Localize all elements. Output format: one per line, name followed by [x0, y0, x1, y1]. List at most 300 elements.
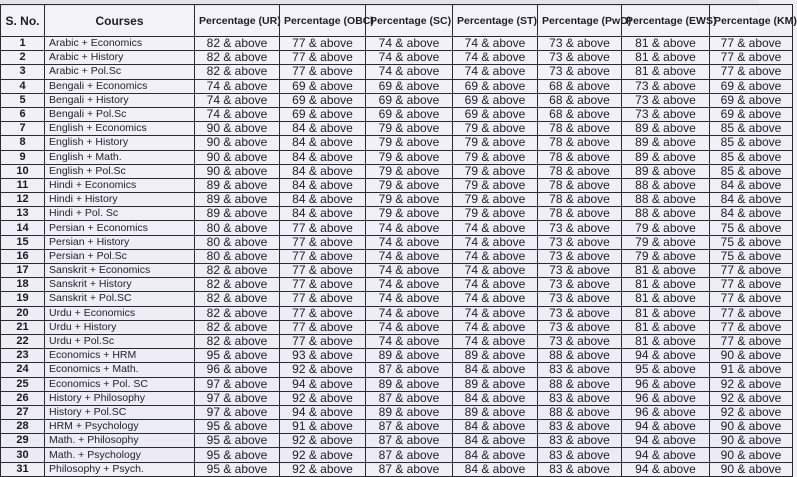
row-course: Economics + HRM — [45, 349, 195, 363]
row-ews: 88 & above — [622, 178, 710, 192]
row-ur: 96 & above — [195, 363, 280, 377]
row-st: 79 & above — [453, 164, 538, 178]
row-sc: 79 & above — [366, 136, 453, 150]
row-ur: 82 & above — [195, 306, 280, 320]
row-course: Economics + Math. — [45, 363, 195, 377]
row-sc: 89 & above — [366, 405, 453, 419]
row-pwd: 73 & above — [538, 221, 622, 235]
row-st: 74 & above — [453, 320, 538, 334]
row-pwd: 68 & above — [538, 107, 622, 121]
row-course: Sanskrit + Economics — [45, 264, 195, 278]
row-st: 74 & above — [453, 235, 538, 249]
row-ews: 81 & above — [622, 320, 710, 334]
row-ur: 90 & above — [195, 164, 280, 178]
table-row — [1, 320, 793, 334]
row-obc: 69 & above — [280, 93, 366, 107]
row-pwd: 83 & above — [538, 462, 622, 476]
row-km: 69 & above — [710, 79, 793, 93]
row-pwd: 88 & above — [538, 377, 622, 391]
row-km: 75 & above — [710, 249, 793, 263]
row-ews: 73 & above — [622, 93, 710, 107]
row-km: 84 & above — [710, 207, 793, 221]
row-ews: 81 & above — [622, 37, 710, 51]
row-km: 69 & above — [710, 93, 793, 107]
row-st: 84 & above — [453, 391, 538, 405]
row-ur: 97 & above — [195, 391, 280, 405]
row-sc: 74 & above — [366, 65, 453, 79]
row-pwd: 78 & above — [538, 207, 622, 221]
row-course: Arabic + History — [45, 51, 195, 65]
row-ews: 81 & above — [622, 334, 710, 348]
row-ur: 82 & above — [195, 334, 280, 348]
row-ur: 89 & above — [195, 207, 280, 221]
row-course: Urdu + History — [45, 320, 195, 334]
row-pwd: 73 & above — [538, 278, 622, 292]
row-ur: 95 & above — [195, 448, 280, 462]
row-st: 84 & above — [453, 434, 538, 448]
row-ur: 90 & above — [195, 150, 280, 164]
row-sc: 74 & above — [366, 221, 453, 235]
row-ews: 96 & above — [622, 405, 710, 419]
row-ews: 94 & above — [622, 462, 710, 476]
row-sno: 14 — [1, 221, 45, 235]
table-row — [1, 164, 793, 178]
row-sno: 29 — [1, 434, 45, 448]
row-km: 77 & above — [710, 37, 793, 51]
row-sno: 26 — [1, 391, 45, 405]
row-ews: 79 & above — [622, 221, 710, 235]
header-obc: Percentage (OBC) — [280, 5, 366, 37]
row-sc: 87 & above — [366, 363, 453, 377]
row-ur: 82 & above — [195, 278, 280, 292]
row-course: Sanskrit + History — [45, 278, 195, 292]
row-course: Hindi + Economics — [45, 178, 195, 192]
row-obc: 92 & above — [280, 448, 366, 462]
header-pwd: Percentage (PwD) — [538, 5, 622, 37]
row-obc: 84 & above — [280, 164, 366, 178]
row-sno: 21 — [1, 320, 45, 334]
row-obc: 77 & above — [280, 221, 366, 235]
row-course: Persian + History — [45, 235, 195, 249]
row-obc: 92 & above — [280, 391, 366, 405]
row-st: 74 & above — [453, 278, 538, 292]
row-ur: 95 & above — [195, 420, 280, 434]
row-ews: 94 & above — [622, 420, 710, 434]
row-pwd: 83 & above — [538, 420, 622, 434]
row-obc: 91 & above — [280, 420, 366, 434]
row-st: 79 & above — [453, 193, 538, 207]
row-ur: 82 & above — [195, 65, 280, 79]
row-sno: 2 — [1, 51, 45, 65]
row-obc: 84 & above — [280, 150, 366, 164]
row-ur: 89 & above — [195, 178, 280, 192]
row-obc: 84 & above — [280, 207, 366, 221]
row-ews: 89 & above — [622, 150, 710, 164]
row-obc: 77 & above — [280, 320, 366, 334]
row-sc: 74 & above — [366, 51, 453, 65]
row-st: 79 & above — [453, 207, 538, 221]
row-sno: 27 — [1, 405, 45, 419]
row-ews: 96 & above — [622, 377, 710, 391]
row-course: Arabic + Economics — [45, 37, 195, 51]
row-obc: 69 & above — [280, 107, 366, 121]
row-st: 79 & above — [453, 122, 538, 136]
row-obc: 77 & above — [280, 306, 366, 320]
table-row — [1, 448, 793, 462]
row-st: 74 & above — [453, 221, 538, 235]
row-km: 77 & above — [710, 306, 793, 320]
row-ews: 79 & above — [622, 235, 710, 249]
row-sno: 9 — [1, 150, 45, 164]
row-sc: 74 & above — [366, 249, 453, 263]
row-course: English + History — [45, 136, 195, 150]
row-sno: 8 — [1, 136, 45, 150]
row-sc: 79 & above — [366, 178, 453, 192]
row-sc: 74 & above — [366, 264, 453, 278]
table-row — [1, 264, 793, 278]
row-pwd: 78 & above — [538, 122, 622, 136]
row-course: English + Economics — [45, 122, 195, 136]
row-sno: 15 — [1, 235, 45, 249]
row-sno: 18 — [1, 278, 45, 292]
row-course: Math. + Philosophy — [45, 434, 195, 448]
row-pwd: 73 & above — [538, 292, 622, 306]
row-pwd: 73 & above — [538, 306, 622, 320]
row-pwd: 73 & above — [538, 51, 622, 65]
table-row — [1, 79, 793, 93]
row-sc: 74 & above — [366, 235, 453, 249]
row-course: Hindi + History — [45, 193, 195, 207]
row-course: Bengali + Economics — [45, 79, 195, 93]
table-row — [1, 235, 793, 249]
row-obc: 92 & above — [280, 363, 366, 377]
row-obc: 84 & above — [280, 136, 366, 150]
row-km: 85 & above — [710, 164, 793, 178]
row-ur: 90 & above — [195, 136, 280, 150]
row-ews: 88 & above — [622, 207, 710, 221]
row-ur: 82 & above — [195, 264, 280, 278]
row-course: English + Math. — [45, 150, 195, 164]
row-ur: 82 & above — [195, 37, 280, 51]
table-row — [1, 334, 793, 348]
row-ur: 82 & above — [195, 320, 280, 334]
row-obc: 77 & above — [280, 278, 366, 292]
row-course: English + Pol.Sc — [45, 164, 195, 178]
header-km: Percentage (KM) — [710, 5, 793, 37]
row-pwd: 73 & above — [538, 235, 622, 249]
row-sc: 74 & above — [366, 320, 453, 334]
header-ews: Percentage (EWS) — [622, 5, 710, 37]
row-km: 69 & above — [710, 107, 793, 121]
row-sno: 31 — [1, 462, 45, 476]
row-sc: 79 & above — [366, 207, 453, 221]
row-pwd: 88 & above — [538, 349, 622, 363]
row-course: Hindi + Pol. Sc — [45, 207, 195, 221]
row-km: 77 & above — [710, 264, 793, 278]
row-course: History + Pol.SC — [45, 405, 195, 419]
row-obc: 77 & above — [280, 65, 366, 79]
table-row — [1, 150, 793, 164]
row-st: 74 & above — [453, 51, 538, 65]
row-km: 77 & above — [710, 334, 793, 348]
table-row — [1, 193, 793, 207]
row-sno: 28 — [1, 420, 45, 434]
row-obc: 94 & above — [280, 405, 366, 419]
row-km: 85 & above — [710, 136, 793, 150]
row-obc: 84 & above — [280, 122, 366, 136]
row-km: 77 & above — [710, 51, 793, 65]
row-km: 84 & above — [710, 193, 793, 207]
row-st: 79 & above — [453, 178, 538, 192]
row-sc: 89 & above — [366, 377, 453, 391]
row-sc: 74 & above — [366, 278, 453, 292]
row-course: Persian + Economics — [45, 221, 195, 235]
row-km: 92 & above — [710, 391, 793, 405]
row-ur: 97 & above — [195, 405, 280, 419]
row-km: 85 & above — [710, 150, 793, 164]
table-row — [1, 136, 793, 150]
row-ews: 94 & above — [622, 448, 710, 462]
table-row — [1, 93, 793, 107]
header-ur: Percentage (UR) — [195, 5, 280, 37]
row-sc: 79 & above — [366, 122, 453, 136]
row-ews: 89 & above — [622, 136, 710, 150]
row-course: Sanskrit + Pol.SC — [45, 292, 195, 306]
header-st: Percentage (ST) — [453, 5, 538, 37]
row-sc: 69 & above — [366, 107, 453, 121]
row-sc: 87 & above — [366, 462, 453, 476]
cutoff-table — [0, 4, 797, 477]
row-ur: 95 & above — [195, 434, 280, 448]
row-sno: 17 — [1, 264, 45, 278]
row-course: Math. + Psychology — [45, 448, 195, 462]
row-sc: 69 & above — [366, 93, 453, 107]
row-pwd: 73 & above — [538, 249, 622, 263]
row-ur: 89 & above — [195, 193, 280, 207]
table-row — [1, 207, 793, 221]
row-km: 77 & above — [710, 320, 793, 334]
row-obc: 77 & above — [280, 249, 366, 263]
row-obc: 84 & above — [280, 193, 366, 207]
row-st: 74 & above — [453, 264, 538, 278]
row-ews: 81 & above — [622, 65, 710, 79]
row-ews: 81 & above — [622, 278, 710, 292]
row-ews: 94 & above — [622, 349, 710, 363]
row-ur: 80 & above — [195, 249, 280, 263]
row-sno: 6 — [1, 107, 45, 121]
row-km: 85 & above — [710, 122, 793, 136]
row-ews: 81 & above — [622, 51, 710, 65]
row-ur: 95 & above — [195, 349, 280, 363]
row-km: 77 & above — [710, 278, 793, 292]
row-sno: 23 — [1, 349, 45, 363]
row-km: 90 & above — [710, 462, 793, 476]
row-obc: 92 & above — [280, 462, 366, 476]
row-ews: 81 & above — [622, 264, 710, 278]
header-sc: Percentage (SC) — [366, 5, 453, 37]
row-pwd: 68 & above — [538, 93, 622, 107]
table-row — [1, 349, 793, 363]
row-st: 84 & above — [453, 448, 538, 462]
row-course: Persian + Pol.Sc — [45, 249, 195, 263]
row-km: 90 & above — [710, 448, 793, 462]
table-row — [1, 107, 793, 121]
row-obc: 77 & above — [280, 235, 366, 249]
row-pwd: 68 & above — [538, 79, 622, 93]
row-sno: 11 — [1, 178, 45, 192]
row-ur: 80 & above — [195, 235, 280, 249]
row-ur: 74 & above — [195, 79, 280, 93]
row-km: 90 & above — [710, 420, 793, 434]
row-course: Bengali + History — [45, 93, 195, 107]
row-pwd: 78 & above — [538, 150, 622, 164]
row-st: 84 & above — [453, 420, 538, 434]
row-course: Philosophy + Psych. — [45, 462, 195, 476]
row-sno: 7 — [1, 122, 45, 136]
row-sno: 24 — [1, 363, 45, 377]
row-sc: 87 & above — [366, 434, 453, 448]
table-row — [1, 249, 793, 263]
table-row — [1, 391, 793, 405]
row-st: 74 & above — [453, 65, 538, 79]
row-km: 77 & above — [710, 65, 793, 79]
row-sc: 79 & above — [366, 150, 453, 164]
row-obc: 77 & above — [280, 264, 366, 278]
row-sno: 4 — [1, 79, 45, 93]
row-ews: 73 & above — [622, 79, 710, 93]
row-sno: 3 — [1, 65, 45, 79]
row-km: 90 & above — [710, 434, 793, 448]
row-obc: 77 & above — [280, 292, 366, 306]
row-ews: 88 & above — [622, 193, 710, 207]
row-obc: 92 & above — [280, 434, 366, 448]
row-ur: 82 & above — [195, 51, 280, 65]
row-ews: 96 & above — [622, 391, 710, 405]
row-sc: 79 & above — [366, 164, 453, 178]
row-pwd: 83 & above — [538, 448, 622, 462]
row-ews: 81 & above — [622, 292, 710, 306]
row-ews: 94 & above — [622, 434, 710, 448]
row-pwd: 73 & above — [538, 334, 622, 348]
row-pwd: 73 & above — [538, 320, 622, 334]
row-km: 75 & above — [710, 221, 793, 235]
row-ur: 74 & above — [195, 107, 280, 121]
row-st: 69 & above — [453, 107, 538, 121]
row-ur: 80 & above — [195, 221, 280, 235]
row-km: 77 & above — [710, 292, 793, 306]
row-sc: 79 & above — [366, 193, 453, 207]
row-sc: 87 & above — [366, 391, 453, 405]
table-row — [1, 420, 793, 434]
row-sno: 16 — [1, 249, 45, 263]
row-sno: 19 — [1, 292, 45, 306]
row-st: 84 & above — [453, 462, 538, 476]
row-sc: 87 & above — [366, 448, 453, 462]
row-ews: 79 & above — [622, 249, 710, 263]
row-st: 79 & above — [453, 150, 538, 164]
row-course: Economics + Pol. SC — [45, 377, 195, 391]
row-pwd: 73 & above — [538, 264, 622, 278]
table-row — [1, 178, 793, 192]
row-st: 74 & above — [453, 306, 538, 320]
row-ews: 89 & above — [622, 122, 710, 136]
row-pwd: 73 & above — [538, 65, 622, 79]
table-row — [1, 377, 793, 391]
row-course: History + Philosophy — [45, 391, 195, 405]
row-st: 74 & above — [453, 249, 538, 263]
row-st: 89 & above — [453, 377, 538, 391]
row-sc: 74 & above — [366, 37, 453, 51]
row-sc: 89 & above — [366, 349, 453, 363]
row-st: 79 & above — [453, 136, 538, 150]
row-pwd: 78 & above — [538, 193, 622, 207]
table-row — [1, 292, 793, 306]
header-row — [1, 5, 793, 37]
row-pwd: 83 & above — [538, 391, 622, 405]
header-sno: S. No. — [1, 5, 45, 37]
table-row — [1, 306, 793, 320]
row-obc: 69 & above — [280, 79, 366, 93]
row-km: 92 & above — [710, 377, 793, 391]
row-ews: 73 & above — [622, 107, 710, 121]
row-pwd: 78 & above — [538, 164, 622, 178]
table-header — [1, 5, 797, 37]
row-ews: 81 & above — [622, 306, 710, 320]
row-ur: 95 & above — [195, 462, 280, 476]
row-ur: 97 & above — [195, 377, 280, 391]
row-st: 89 & above — [453, 349, 538, 363]
row-obc: 77 & above — [280, 334, 366, 348]
row-sno: 5 — [1, 93, 45, 107]
row-pwd: 83 & above — [538, 434, 622, 448]
row-sno: 10 — [1, 164, 45, 178]
row-ur: 82 & above — [195, 292, 280, 306]
row-st: 69 & above — [453, 79, 538, 93]
row-km: 75 & above — [710, 235, 793, 249]
table-row — [1, 221, 793, 235]
row-sno: 25 — [1, 377, 45, 391]
row-course: Urdu + Economics — [45, 306, 195, 320]
row-ews: 89 & above — [622, 164, 710, 178]
row-sc: 69 & above — [366, 79, 453, 93]
row-st: 74 & above — [453, 334, 538, 348]
row-sno: 1 — [1, 37, 45, 51]
row-st: 74 & above — [453, 37, 538, 51]
table-row — [1, 462, 793, 476]
row-st: 89 & above — [453, 405, 538, 419]
row-pwd: 88 & above — [538, 405, 622, 419]
row-sc: 74 & above — [366, 292, 453, 306]
row-ews: 95 & above — [622, 363, 710, 377]
row-ur: 90 & above — [195, 122, 280, 136]
row-pwd: 78 & above — [538, 178, 622, 192]
row-sno: 20 — [1, 306, 45, 320]
row-sno: 13 — [1, 207, 45, 221]
row-km: 92 & above — [710, 405, 793, 419]
row-course: Bengali + Pol.Sc — [45, 107, 195, 121]
table-row — [1, 434, 793, 448]
row-obc: 93 & above — [280, 349, 366, 363]
row-pwd: 78 & above — [538, 136, 622, 150]
table-row — [1, 122, 793, 136]
table-row — [1, 51, 793, 65]
table-row — [1, 37, 793, 51]
row-sc: 87 & above — [366, 420, 453, 434]
table-row — [1, 278, 793, 292]
table-row — [1, 65, 793, 79]
row-sno: 22 — [1, 334, 45, 348]
table-body — [1, 37, 793, 477]
